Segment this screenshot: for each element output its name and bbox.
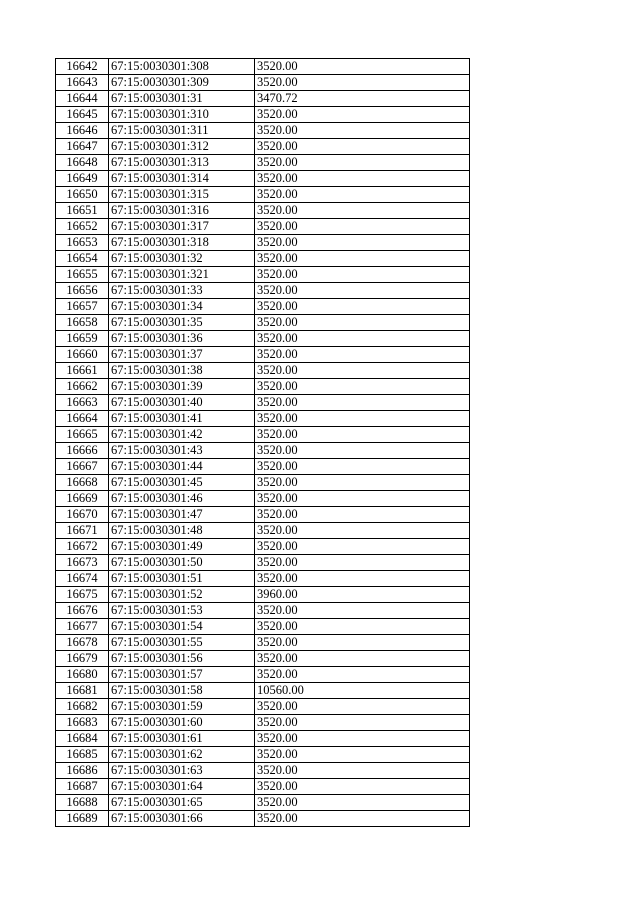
value-cell: 3960.00 bbox=[255, 587, 470, 603]
table-row bbox=[56, 475, 470, 491]
cadastral-number-cell: 67:15:0030301:51 bbox=[109, 571, 255, 587]
value-cell: 3520.00 bbox=[255, 539, 470, 555]
cadastral-number-cell: 67:15:0030301:44 bbox=[109, 459, 255, 475]
value-cell: 3520.00 bbox=[255, 299, 470, 315]
value-cell: 3520.00 bbox=[255, 267, 470, 283]
table-row bbox=[56, 315, 470, 331]
value-cell: 3520.00 bbox=[255, 779, 470, 795]
cadastral-number-cell: 67:15:0030301:65 bbox=[109, 795, 255, 811]
table-row bbox=[56, 459, 470, 475]
row-number-cell: 16687 bbox=[56, 779, 109, 795]
row-number-cell: 16684 bbox=[56, 731, 109, 747]
value-cell: 3520.00 bbox=[255, 747, 470, 763]
cadastral-number-cell: 67:15:0030301:43 bbox=[109, 443, 255, 459]
table-row bbox=[56, 523, 470, 539]
value-cell: 3520.00 bbox=[255, 283, 470, 299]
cadastral-number-cell: 67:15:0030301:316 bbox=[109, 203, 255, 219]
table-row bbox=[56, 507, 470, 523]
row-number-cell: 16668 bbox=[56, 475, 109, 491]
value-cell: 3520.00 bbox=[255, 795, 470, 811]
cadastral-number-cell: 67:15:0030301:321 bbox=[109, 267, 255, 283]
table-row bbox=[56, 363, 470, 379]
row-number-cell: 16670 bbox=[56, 507, 109, 523]
table-row bbox=[56, 123, 470, 139]
value-cell: 3520.00 bbox=[255, 59, 470, 75]
row-number-cell: 16645 bbox=[56, 107, 109, 123]
row-number-cell: 16672 bbox=[56, 539, 109, 555]
row-number-cell: 16677 bbox=[56, 619, 109, 635]
table-row bbox=[56, 443, 470, 459]
row-number-cell: 16675 bbox=[56, 587, 109, 603]
cadastral-number-cell: 67:15:0030301:35 bbox=[109, 315, 255, 331]
cadastral-number-cell: 67:15:0030301:53 bbox=[109, 603, 255, 619]
table-row bbox=[56, 635, 470, 651]
row-number-cell: 16688 bbox=[56, 795, 109, 811]
row-number-cell: 16642 bbox=[56, 59, 109, 75]
value-cell: 3520.00 bbox=[255, 443, 470, 459]
value-cell: 3520.00 bbox=[255, 475, 470, 491]
value-cell: 10560.00 bbox=[255, 683, 470, 699]
cadastral-number-cell: 67:15:0030301:318 bbox=[109, 235, 255, 251]
table-row bbox=[56, 75, 470, 91]
table-row bbox=[56, 347, 470, 363]
cadastral-number-cell: 67:15:0030301:55 bbox=[109, 635, 255, 651]
row-number-cell: 16656 bbox=[56, 283, 109, 299]
table-row bbox=[56, 379, 470, 395]
table-row bbox=[56, 699, 470, 715]
row-number-cell: 16651 bbox=[56, 203, 109, 219]
cadastral-number-cell: 67:15:0030301:48 bbox=[109, 523, 255, 539]
row-number-cell: 16671 bbox=[56, 523, 109, 539]
row-number-cell: 16682 bbox=[56, 699, 109, 715]
row-number-cell: 16666 bbox=[56, 443, 109, 459]
row-number-cell: 16676 bbox=[56, 603, 109, 619]
row-number-cell: 16667 bbox=[56, 459, 109, 475]
value-cell: 3520.00 bbox=[255, 411, 470, 427]
value-cell: 3520.00 bbox=[255, 635, 470, 651]
row-number-cell: 16674 bbox=[56, 571, 109, 587]
row-number-cell: 16658 bbox=[56, 315, 109, 331]
value-cell: 3520.00 bbox=[255, 379, 470, 395]
table-row bbox=[56, 603, 470, 619]
row-number-cell: 16685 bbox=[56, 747, 109, 763]
value-cell: 3520.00 bbox=[255, 347, 470, 363]
value-cell: 3520.00 bbox=[255, 155, 470, 171]
row-number-cell: 16655 bbox=[56, 267, 109, 283]
table-body bbox=[56, 59, 470, 827]
table-row bbox=[56, 555, 470, 571]
row-number-cell: 16662 bbox=[56, 379, 109, 395]
row-number-cell: 16648 bbox=[56, 155, 109, 171]
cadastral-number-cell: 67:15:0030301:41 bbox=[109, 411, 255, 427]
table-row bbox=[56, 395, 470, 411]
table-row bbox=[56, 539, 470, 555]
table-row bbox=[56, 571, 470, 587]
row-number-cell: 16646 bbox=[56, 123, 109, 139]
value-cell: 3520.00 bbox=[255, 603, 470, 619]
cadastral-number-cell: 67:15:0030301:310 bbox=[109, 107, 255, 123]
cadastral-number-cell: 67:15:0030301:46 bbox=[109, 491, 255, 507]
table-row bbox=[56, 299, 470, 315]
row-number-cell: 16683 bbox=[56, 715, 109, 731]
cadastral-number-cell: 67:15:0030301:315 bbox=[109, 187, 255, 203]
row-number-cell: 16647 bbox=[56, 139, 109, 155]
row-number-cell: 16643 bbox=[56, 75, 109, 91]
table-row bbox=[56, 171, 470, 187]
table-row bbox=[56, 667, 470, 683]
value-cell: 3520.00 bbox=[255, 171, 470, 187]
cadastral-number-cell: 67:15:0030301:40 bbox=[109, 395, 255, 411]
table-row bbox=[56, 651, 470, 667]
value-cell: 3520.00 bbox=[255, 715, 470, 731]
value-cell: 3520.00 bbox=[255, 427, 470, 443]
cadastral-number-cell: 67:15:0030301:39 bbox=[109, 379, 255, 395]
row-number-cell: 16665 bbox=[56, 427, 109, 443]
cadastral-number-cell: 67:15:0030301:312 bbox=[109, 139, 255, 155]
value-cell: 3520.00 bbox=[255, 107, 470, 123]
cadastral-number-cell: 67:15:0030301:314 bbox=[109, 171, 255, 187]
row-number-cell: 16664 bbox=[56, 411, 109, 427]
table-row bbox=[56, 91, 470, 107]
row-number-cell: 16669 bbox=[56, 491, 109, 507]
value-cell: 3520.00 bbox=[255, 75, 470, 91]
cadastral-number-cell: 67:15:0030301:61 bbox=[109, 731, 255, 747]
value-cell: 3520.00 bbox=[255, 491, 470, 507]
row-number-cell: 16679 bbox=[56, 651, 109, 667]
table-row bbox=[56, 283, 470, 299]
row-number-cell: 16654 bbox=[56, 251, 109, 267]
cadastral-number-cell: 67:15:0030301:311 bbox=[109, 123, 255, 139]
value-cell: 3520.00 bbox=[255, 395, 470, 411]
value-cell: 3520.00 bbox=[255, 523, 470, 539]
table-row bbox=[56, 427, 470, 443]
cadastral-number-cell: 67:15:0030301:308 bbox=[109, 59, 255, 75]
value-cell: 3520.00 bbox=[255, 123, 470, 139]
cadastral-number-cell: 67:15:0030301:309 bbox=[109, 75, 255, 91]
value-cell: 3520.00 bbox=[255, 571, 470, 587]
row-number-cell: 16663 bbox=[56, 395, 109, 411]
table-row bbox=[56, 251, 470, 267]
table-row bbox=[56, 219, 470, 235]
cadastral-number-cell: 67:15:0030301:45 bbox=[109, 475, 255, 491]
table-row bbox=[56, 731, 470, 747]
table-row bbox=[56, 59, 470, 75]
table-row bbox=[56, 683, 470, 699]
row-number-cell: 16653 bbox=[56, 235, 109, 251]
cadastral-number-cell: 67:15:0030301:47 bbox=[109, 507, 255, 523]
row-number-cell: 16649 bbox=[56, 171, 109, 187]
value-cell: 3470.72 bbox=[255, 91, 470, 107]
row-number-cell: 16661 bbox=[56, 363, 109, 379]
row-number-cell: 16689 bbox=[56, 811, 109, 827]
cadastral-number-cell: 67:15:0030301:63 bbox=[109, 763, 255, 779]
value-cell: 3520.00 bbox=[255, 651, 470, 667]
row-number-cell: 16660 bbox=[56, 347, 109, 363]
cadastral-number-cell: 67:15:0030301:60 bbox=[109, 715, 255, 731]
table-row bbox=[56, 795, 470, 811]
value-cell: 3520.00 bbox=[255, 203, 470, 219]
value-cell: 3520.00 bbox=[255, 219, 470, 235]
cadastral-number-cell: 67:15:0030301:34 bbox=[109, 299, 255, 315]
table-row bbox=[56, 715, 470, 731]
table-row bbox=[56, 203, 470, 219]
value-cell: 3520.00 bbox=[255, 619, 470, 635]
cadastral-number-cell: 67:15:0030301:62 bbox=[109, 747, 255, 763]
table-row bbox=[56, 411, 470, 427]
cadastral-number-cell: 67:15:0030301:56 bbox=[109, 651, 255, 667]
cadastral-number-cell: 67:15:0030301:36 bbox=[109, 331, 255, 347]
table-row bbox=[56, 763, 470, 779]
table-row bbox=[56, 491, 470, 507]
cadastral-number-cell: 67:15:0030301:52 bbox=[109, 587, 255, 603]
value-cell: 3520.00 bbox=[255, 363, 470, 379]
row-number-cell: 16657 bbox=[56, 299, 109, 315]
row-number-cell: 16678 bbox=[56, 635, 109, 651]
cadastral-number-cell: 67:15:0030301:64 bbox=[109, 779, 255, 795]
table-row bbox=[56, 267, 470, 283]
value-cell: 3520.00 bbox=[255, 315, 470, 331]
value-cell: 3520.00 bbox=[255, 331, 470, 347]
table-row bbox=[56, 331, 470, 347]
value-cell: 3520.00 bbox=[255, 763, 470, 779]
table-row bbox=[56, 779, 470, 795]
cadastral-number-cell: 67:15:0030301:33 bbox=[109, 283, 255, 299]
cadastral-number-cell: 67:15:0030301:32 bbox=[109, 251, 255, 267]
value-cell: 3520.00 bbox=[255, 507, 470, 523]
value-cell: 3520.00 bbox=[255, 699, 470, 715]
cadastral-number-cell: 67:15:0030301:37 bbox=[109, 347, 255, 363]
table-row bbox=[56, 587, 470, 603]
row-number-cell: 16644 bbox=[56, 91, 109, 107]
data-table bbox=[55, 58, 470, 827]
table-row bbox=[56, 747, 470, 763]
table-row bbox=[56, 811, 470, 827]
cadastral-number-cell: 67:15:0030301:57 bbox=[109, 667, 255, 683]
row-number-cell: 16673 bbox=[56, 555, 109, 571]
cadastral-number-cell: 67:15:0030301:31 bbox=[109, 91, 255, 107]
value-cell: 3520.00 bbox=[255, 187, 470, 203]
value-cell: 3520.00 bbox=[255, 811, 470, 827]
table-row bbox=[56, 187, 470, 203]
cadastral-number-cell: 67:15:0030301:59 bbox=[109, 699, 255, 715]
row-number-cell: 16650 bbox=[56, 187, 109, 203]
table-row bbox=[56, 235, 470, 251]
cadastral-number-cell: 67:15:0030301:58 bbox=[109, 683, 255, 699]
cadastral-number-cell: 67:15:0030301:317 bbox=[109, 219, 255, 235]
value-cell: 3520.00 bbox=[255, 139, 470, 155]
value-cell: 3520.00 bbox=[255, 235, 470, 251]
row-number-cell: 16681 bbox=[56, 683, 109, 699]
table-row bbox=[56, 107, 470, 123]
cadastral-number-cell: 67:15:0030301:54 bbox=[109, 619, 255, 635]
row-number-cell: 16652 bbox=[56, 219, 109, 235]
table-row bbox=[56, 155, 470, 171]
value-cell: 3520.00 bbox=[255, 731, 470, 747]
cadastral-number-cell: 67:15:0030301:42 bbox=[109, 427, 255, 443]
table-row bbox=[56, 139, 470, 155]
table-row bbox=[56, 619, 470, 635]
row-number-cell: 16680 bbox=[56, 667, 109, 683]
cadastral-number-cell: 67:15:0030301:38 bbox=[109, 363, 255, 379]
row-number-cell: 16686 bbox=[56, 763, 109, 779]
row-number-cell: 16659 bbox=[56, 331, 109, 347]
value-cell: 3520.00 bbox=[255, 251, 470, 267]
cadastral-number-cell: 67:15:0030301:66 bbox=[109, 811, 255, 827]
value-cell: 3520.00 bbox=[255, 459, 470, 475]
cadastral-number-cell: 67:15:0030301:313 bbox=[109, 155, 255, 171]
value-cell: 3520.00 bbox=[255, 667, 470, 683]
cadastral-number-cell: 67:15:0030301:49 bbox=[109, 539, 255, 555]
value-cell: 3520.00 bbox=[255, 555, 470, 571]
cadastral-number-cell: 67:15:0030301:50 bbox=[109, 555, 255, 571]
